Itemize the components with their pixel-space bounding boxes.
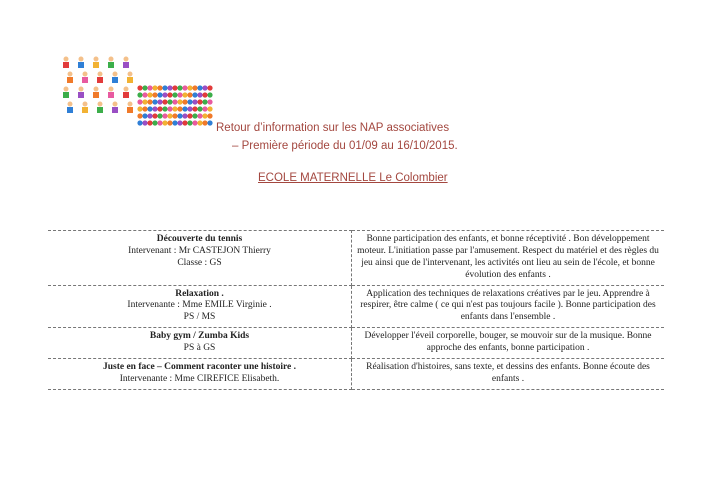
document-period: – Première période du 01/09 au 16/10/2015. [232, 140, 458, 152]
activity-cell [48, 231, 352, 286]
activity-comment: Réalisation d'histoires, sans texte, et dessins des enfants. Bonne écoute des enfants . [352, 358, 665, 389]
activity-intervenant: Intervenante : Mme CIREFICE Elisabeth. [119, 373, 280, 384]
activities-table [48, 230, 664, 390]
activity-name: Découverte du tennis [156, 234, 243, 244]
activity-class: PS à GS [183, 343, 216, 353]
table-row [48, 285, 664, 328]
activity-comment: Application des techniques de relaxations créatives par le jeu. Apprendre à respirer, être calme ( ce qui n'est pas toujours facile ). Bonne participation des enfants dans l'ensemble . [352, 285, 665, 328]
activity-name: Relaxation . [175, 288, 224, 299]
activity-cell [48, 358, 352, 389]
activity-name: Baby gym / Zumba Kids [149, 331, 250, 342]
table-row [48, 358, 664, 389]
table-row [48, 328, 664, 359]
activity-cell [48, 285, 352, 328]
table-row [48, 231, 664, 286]
activity-intervenant: Intervenant : Mr CASTEJON Thierry [128, 245, 271, 256]
activity-comment: Bonne participation des enfants, et bonne réceptivité . Bon développement moteur. L'initiation passe par l'amusement. Respect du matériel et des règles du jeu ainsi que de l'intervenant, les activités ont lieu au sein de l'école, et bonne évolution des enfants . [352, 231, 665, 286]
activity-cell [48, 328, 352, 359]
activity-class: Classe : GS [177, 257, 222, 268]
school-name: ECOLE MATERNELLE Le Colombier [258, 172, 448, 184]
activity-intervenant: Intervenante : Mme EMILE Virginie . [127, 300, 272, 311]
children-crowd-logo [58, 52, 218, 132]
activity-name: Juste en face – Comment raconter une histoire . [102, 361, 297, 372]
document-title: Retour d’information sur les NAP associatives [216, 122, 450, 134]
activity-class: PS / MS [183, 312, 216, 323]
activity-comment: Développer l'éveil corporelle, bouger, se mouvoir sur de la musique. Bonne approche des enfants, bonne participation . [352, 328, 665, 359]
